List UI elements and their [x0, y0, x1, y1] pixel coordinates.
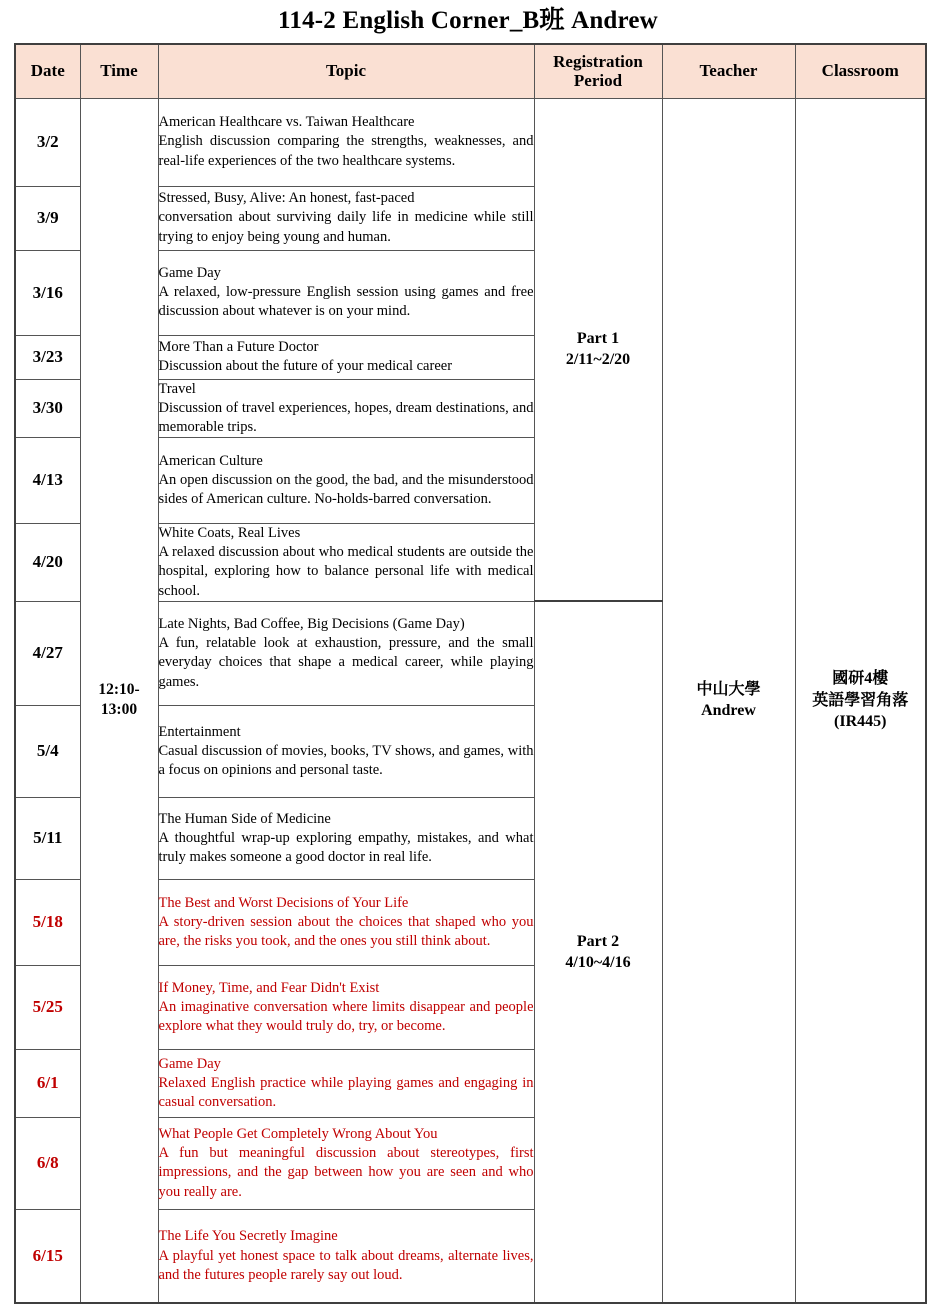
cell-topic: [158, 705, 534, 797]
topic-title: If Money, Time, and Fear Didn't Exist: [158, 979, 380, 996]
topic-description: A story-driven session about the choices that shaped who you are, the risks you took, and the ones you still think about.: [158, 913, 534, 949]
cell-topic: [158, 437, 534, 523]
topic-description: A thoughtful wrap-up exploring empathy, mistakes, and what truly makes someone a good doctor in real life.: [158, 829, 534, 865]
topic-title: Game Day: [158, 1055, 221, 1072]
cell-date: 6/15: [15, 1209, 80, 1303]
header-registration-line2: Period: [573, 71, 623, 91]
table-row: [15, 98, 926, 186]
teacher-name: Andrew: [701, 702, 756, 720]
cell-topic: [158, 965, 534, 1049]
cell-date: 6/8: [15, 1117, 80, 1209]
topic-title: More Than a Future Doctor: [158, 338, 319, 355]
cell-teacher: [662, 98, 795, 1303]
classroom-name: 英語學習角落: [812, 691, 909, 709]
header-topic: Topic: [158, 44, 534, 98]
cell-date: 3/9: [15, 186, 80, 250]
cell-registration-part2: [534, 601, 662, 1303]
cell-date: 5/25: [15, 965, 80, 1049]
cell-classroom: [795, 98, 926, 1303]
topic-title: The Best and Worst Decisions of Your Life: [158, 894, 409, 911]
topic-description: Discussion of travel experiences, hopes, dream destinations, and memorable trips.: [158, 399, 534, 435]
topic-title: Entertainment: [158, 723, 241, 740]
registration-part-label: Part 2: [576, 932, 620, 950]
cell-topic: [158, 335, 534, 379]
cell-date: 4/20: [15, 523, 80, 601]
header-teacher: Teacher: [662, 44, 795, 98]
cell-date: 3/23: [15, 335, 80, 379]
header-date: Date: [15, 44, 80, 98]
cell-topic: [158, 98, 534, 186]
topic-description: A fun but meaningful discussion about stereotypes, first impressions, and the gap between how you are seen and who you really are.: [158, 1145, 534, 1200]
schedule-table: [14, 43, 927, 1304]
cell-date: 3/16: [15, 250, 80, 335]
time-line1: 12:10-: [98, 680, 140, 698]
topic-title: What People Get Completely Wrong About You: [158, 1126, 438, 1143]
header-row: [15, 44, 926, 98]
topic-title: American Healthcare vs. Taiwan Healthcare: [158, 114, 415, 131]
topic-title: Travel: [158, 380, 196, 397]
cell-date: 4/13: [15, 437, 80, 523]
topic-title: The Life You Secretly Imagine: [158, 1228, 338, 1245]
cell-date: 3/2: [15, 98, 80, 186]
topic-description: conversation about surviving daily life in medicine while still trying to enjoy being young and human.: [158, 209, 534, 245]
cell-date: 5/18: [15, 879, 80, 965]
header-registration-line1: Registration: [553, 51, 643, 71]
time-line2: 13:00: [100, 701, 138, 719]
cell-topic: [158, 1049, 534, 1117]
classroom-code: (IR445): [834, 713, 887, 731]
registration-part-label: Part 1: [576, 329, 620, 347]
topic-title: Game Day: [158, 264, 221, 281]
header-registration-period: [534, 44, 662, 98]
cell-topic: [158, 250, 534, 335]
cell-date: 4/27: [15, 601, 80, 705]
cell-topic: [158, 601, 534, 705]
cell-registration-part1: [534, 98, 662, 601]
topic-title: Stressed, Busy, Alive: An honest, fast-paced: [158, 190, 415, 207]
topic-description: Relaxed English practice while playing games and engaging in casual conversation.: [158, 1074, 534, 1110]
cell-topic: [158, 186, 534, 250]
topic-description: An imaginative conversation where limits disappear and people explore what they would truly do, try, or become.: [158, 998, 534, 1034]
topic-description: Discussion about the future of your medical career: [158, 358, 453, 374]
topic-title: White Coats, Real Lives: [158, 525, 301, 542]
topic-title: The Human Side of Medicine: [158, 810, 331, 827]
topic-description: A relaxed, low-pressure English session using games and free discussion about whatever is on your mind.: [158, 283, 534, 320]
topic-description: A fun, relatable look at exhaustion, pressure, and the small everyday choices that shape a medical career, while playing games.: [158, 635, 534, 690]
topic-description: Casual discussion of movies, books, TV shows, and games, with a focus on opinions and personal taste.: [158, 742, 534, 778]
topic-description: An open discussion on the good, the bad, and the misunderstood sides of American culture. No-holds-barred conversation.: [158, 471, 534, 507]
topic-description: English discussion comparing the strengths, weaknesses, and real-life experiences of the two healthcare systems.: [158, 133, 534, 169]
topic-description: A relaxed discussion about who medical students are outside the hospital, exploring how to balance personal life with medical school.: [158, 544, 534, 599]
cell-time: [80, 98, 158, 1303]
header-time: Time: [80, 44, 158, 98]
cell-topic: [158, 523, 534, 601]
registration-date-range: 4/10~4/16: [565, 954, 631, 972]
cell-date: 5/4: [15, 705, 80, 797]
cell-date: 5/11: [15, 797, 80, 879]
table-header: [15, 44, 926, 98]
registration-date-range: 2/11~2/20: [565, 351, 631, 369]
teacher-org: 中山大學: [696, 680, 761, 698]
cell-topic: [158, 797, 534, 879]
topic-title: Late Nights, Bad Coffee, Big Decisions (Game Day): [158, 616, 465, 633]
table-body: [15, 98, 926, 1303]
cell-topic: [158, 1117, 534, 1209]
cell-date: 6/1: [15, 1049, 80, 1117]
cell-date: 3/30: [15, 379, 80, 437]
classroom-building: 國研4樓: [832, 670, 889, 688]
cell-topic: [158, 879, 534, 965]
cell-topic: [158, 1209, 534, 1303]
topic-description: A playful yet honest space to talk about dreams, alternate lives, and the futures people rarely say out loud.: [158, 1247, 534, 1283]
header-classroom: Classroom: [795, 44, 926, 98]
page-title: 114-2 English Corner_B班 Andrew: [278, 7, 658, 34]
topic-title: American Culture: [158, 452, 263, 469]
cell-topic: [158, 379, 534, 437]
